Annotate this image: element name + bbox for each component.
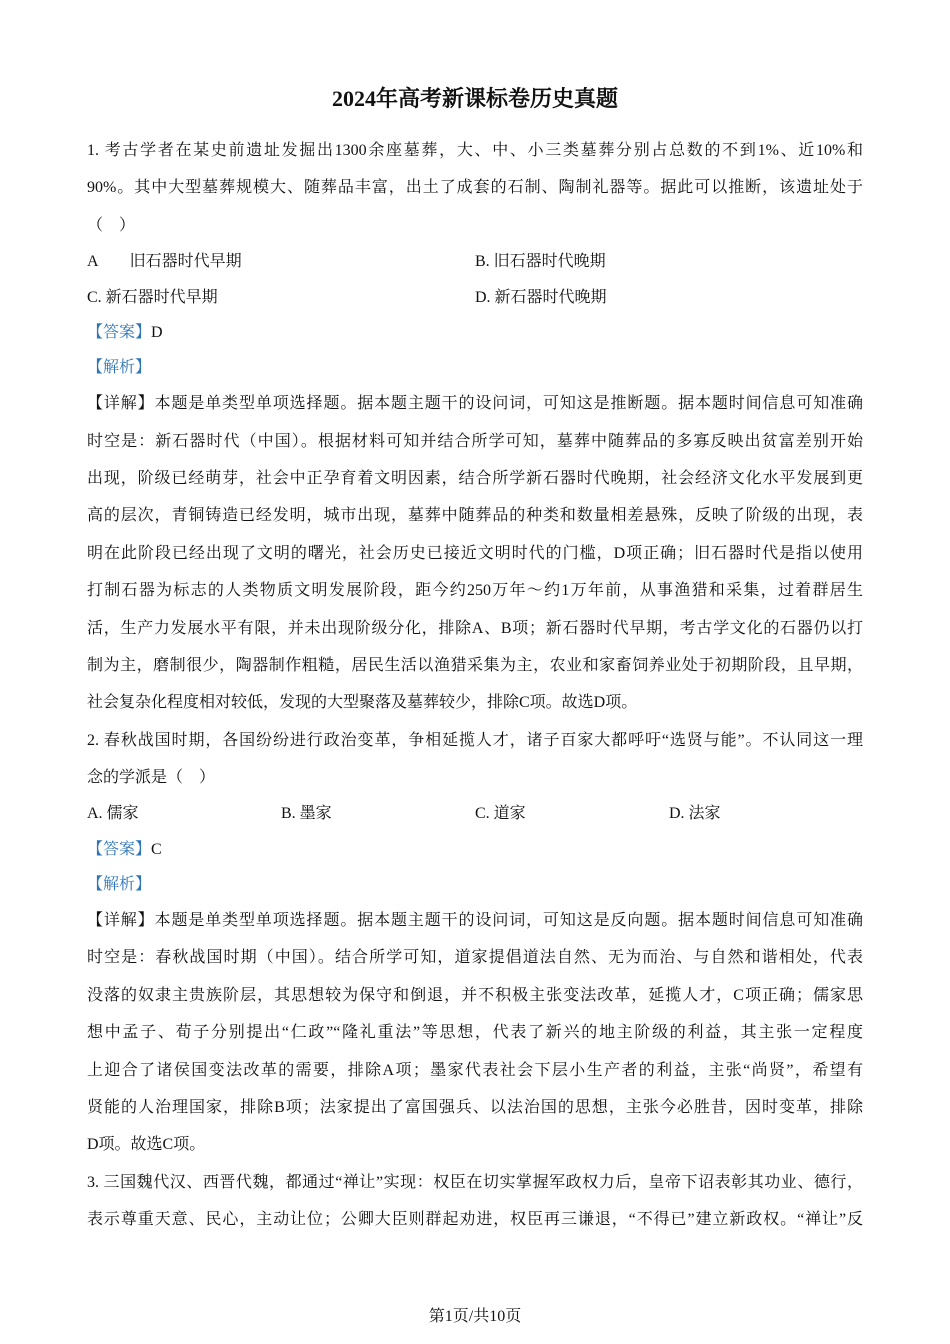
analysis-tag: 【解析】 [87, 875, 152, 893]
explanation-text: 活，生产力发展水平有限，并未出现阶级分化，排除A、B项；新石器时代早期，考古学文化的石器仍以打 [87, 619, 863, 637]
question-text: 2. 春秋战国时期，各国纷纷进行政治变革，争相延揽人才，诸子百家大都呼吁“选贤与能”。不认同这一理 [87, 731, 863, 749]
explanation-text: 时空是：新石器时代（中国）。根据材料可知并结合所学可知，墓葬中随葬品的多寡反映出贫富差别开始 [87, 432, 863, 450]
answer-tag: 【答案】 [87, 324, 152, 342]
answer-option: A. 儒家 [87, 805, 139, 823]
explanation-text: 高的层次，青铜铸造已经发明，城市出现，墓葬中随葬品的种类和数量相差悬殊，反映了阶级的出现，表 [87, 507, 863, 525]
explanation-text: 时空是：春秋战国时期（中国）。结合所学可知，道家提倡道法自然、无为而治、与自然和谐相处，代表 [87, 949, 863, 967]
document-body [87, 132, 863, 1238]
explanation-text: 打制石器为标志的人类物质文明发展阶段，距今约250万年～约1万年前，从事渔猎和采集，过着群居生 [87, 582, 863, 600]
analysis-line [87, 350, 863, 385]
explanation-text: 上迎合了诸侯国变法改革的需要，排除A项；墨家代表社会下层小生产者的利益，主张“尚贤”，希望有 [87, 1061, 863, 1079]
analysis-line [87, 867, 863, 902]
answer-value: D [151, 324, 163, 342]
answer-tag: 【答案】 [87, 840, 152, 858]
answer-option: B. 旧石器时代晚期 [475, 253, 606, 271]
explanation-text: D项。故选C项。 [87, 1136, 206, 1154]
answer-value: C [151, 840, 162, 858]
explanation-text: 贤能的人治理国家，排除B项；法家提出了富国强兵、以法治国的思想，主张今必胜昔，因时变革，排除 [87, 1098, 863, 1116]
question-text: 90%。其中大型墓葬规模大、随葬品丰富，出土了成套的石制、陶制礼器等。据此可以推断，该遗址处于 [87, 179, 863, 197]
question-text: 1. 考古学者在某史前遗址发掘出1300余座墓葬，大、中、小三类墓葬分别占总数的不到1%、近10%和 [87, 142, 863, 159]
answer-option: B. 墨家 [281, 805, 332, 823]
answer-line [87, 315, 863, 350]
answer-option: D. 新石器时代晚期 [475, 288, 607, 306]
explanation-text: 没落的奴隶主贵族阶层，其思想较为保守和倒退，并不积极主张变法改革，延揽人才，C项正确；儒家思 [87, 986, 863, 1004]
explanation-text: 出现，阶级已经萌芽，社会中正孕育着文明因素，结合所学新石器时代晚期，社会经济文化水平发展到更 [87, 469, 863, 487]
question-text: 表示尊重天意、民心，主动让位；公卿大臣则群起劝进，权臣再三谦退，“不得已”建立新政权。“禅让”反 [87, 1211, 863, 1229]
question-text: 3. 三国魏代汉、西晋代魏，都通过“禅让”实现：权臣在切实掌握军政权力后，皇帝下诏表彰其功业、德行， [87, 1173, 863, 1191]
answer-option: A 旧石器时代早期 [87, 253, 242, 271]
document-title: 2024年高考新课标卷历史真题 [331, 86, 618, 111]
answer-line [87, 832, 863, 867]
explanation-text: 制为主，磨制很少，陶器制作粗糙，居民生活以渔猎采集为主，农业和家畜饲养业处于初期阶段，且早期， [87, 656, 863, 674]
page-footer: 第1页/共10页 [428, 1308, 522, 1325]
question-text: 念的学派是（ ） [87, 769, 216, 787]
answer-option: C. 新石器时代早期 [87, 288, 218, 306]
explanation-text: 社会复杂化程度相对较低，发现的大型聚落及墓葬较少，排除C项。故选D项。 [87, 694, 638, 712]
explanation-text: 明在此阶段已经出现了文明的曙光，社会历史已接近文明时代的门槛，D项正确；旧石器时代是指以使用 [87, 544, 863, 562]
analysis-tag: 【解析】 [87, 359, 152, 377]
explanation-text: 想中孟子、荀子分别提出“仁政”“隆礼重法”等思想，代表了新兴的地主阶级的利益，其主张一定程度 [87, 1024, 863, 1042]
answer-option: D. 法家 [669, 805, 721, 823]
explanation-text: 【详解】本题是单类型单项选择题。据本题主题干的设问词，可知这是推断题。据本题时间信息可知准确 [87, 395, 863, 413]
options-row [87, 280, 863, 316]
question-text: （ ） [87, 216, 136, 234]
answer-option: C. 道家 [475, 805, 526, 823]
options-row [87, 244, 863, 280]
explanation-text: 【详解】本题是单类型单项选择题。据本题主题干的设问词，可知这是反向题。据本题时间信息可知准确 [87, 911, 863, 929]
options-row [87, 796, 863, 832]
